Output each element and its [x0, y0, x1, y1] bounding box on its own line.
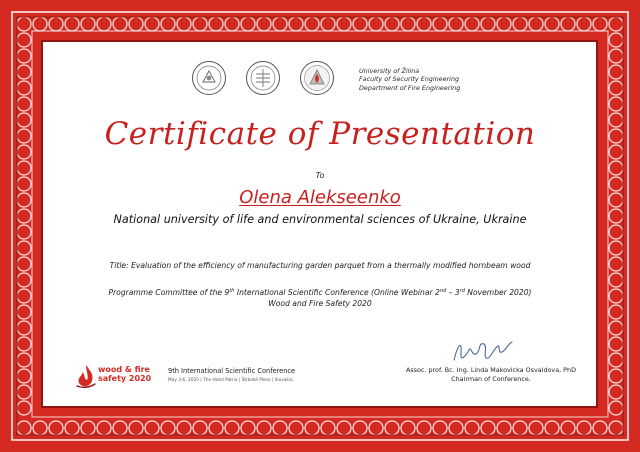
committee-line-1: Programme Committee of the 9th International Scientific Conference (Online Webinar 2nd – 3rd November 2020) [108, 288, 532, 297]
conference-name: 9th International Scientific Conference [168, 367, 296, 375]
signer-name: Assoc. prof. Bc. Ing. Linda Makovicka Osvaldova, PhD [405, 366, 577, 374]
signer-block [386, 366, 596, 384]
institution-department: Department of Fire Engineering [359, 83, 461, 92]
certificate-title: Certificate of Presentation [104, 116, 536, 152]
logo-line-2: safety 2020 [98, 374, 152, 383]
recipient-name: Olena Alekseenko [239, 187, 401, 208]
university-seal-icon [191, 60, 227, 96]
paper-title: Title: Evaluation of the efficiency of manufacturing garden parquet from a thermally modified hornbeam wood [109, 261, 531, 270]
recipient-affiliation: National university of life and environmental sciences of Ukraine, Ukraine [113, 213, 527, 226]
signer-role: Chairman of Conference. [451, 375, 531, 383]
committee-line-2: Wood and Fire Safety 2020 [268, 299, 372, 308]
department-fire-seal-icon [299, 60, 335, 96]
logo-line-1: wood & fire [98, 365, 150, 374]
committee-statement [0, 286, 640, 309]
institution-block [359, 67, 460, 92]
to-label: To [315, 171, 325, 180]
signature-icon [448, 334, 518, 368]
institution-university: University of Žilina [359, 67, 420, 75]
institution-faculty: Faculty of Security Engineering [359, 75, 460, 84]
conference-place: May 3-6, 2020 | The Hotel Patria | Štrbské Pleso | Slovakia [168, 378, 293, 383]
faculty-seal-icon [245, 60, 281, 96]
conference-logo-text [98, 365, 151, 383]
flame-logo-icon [74, 364, 98, 390]
